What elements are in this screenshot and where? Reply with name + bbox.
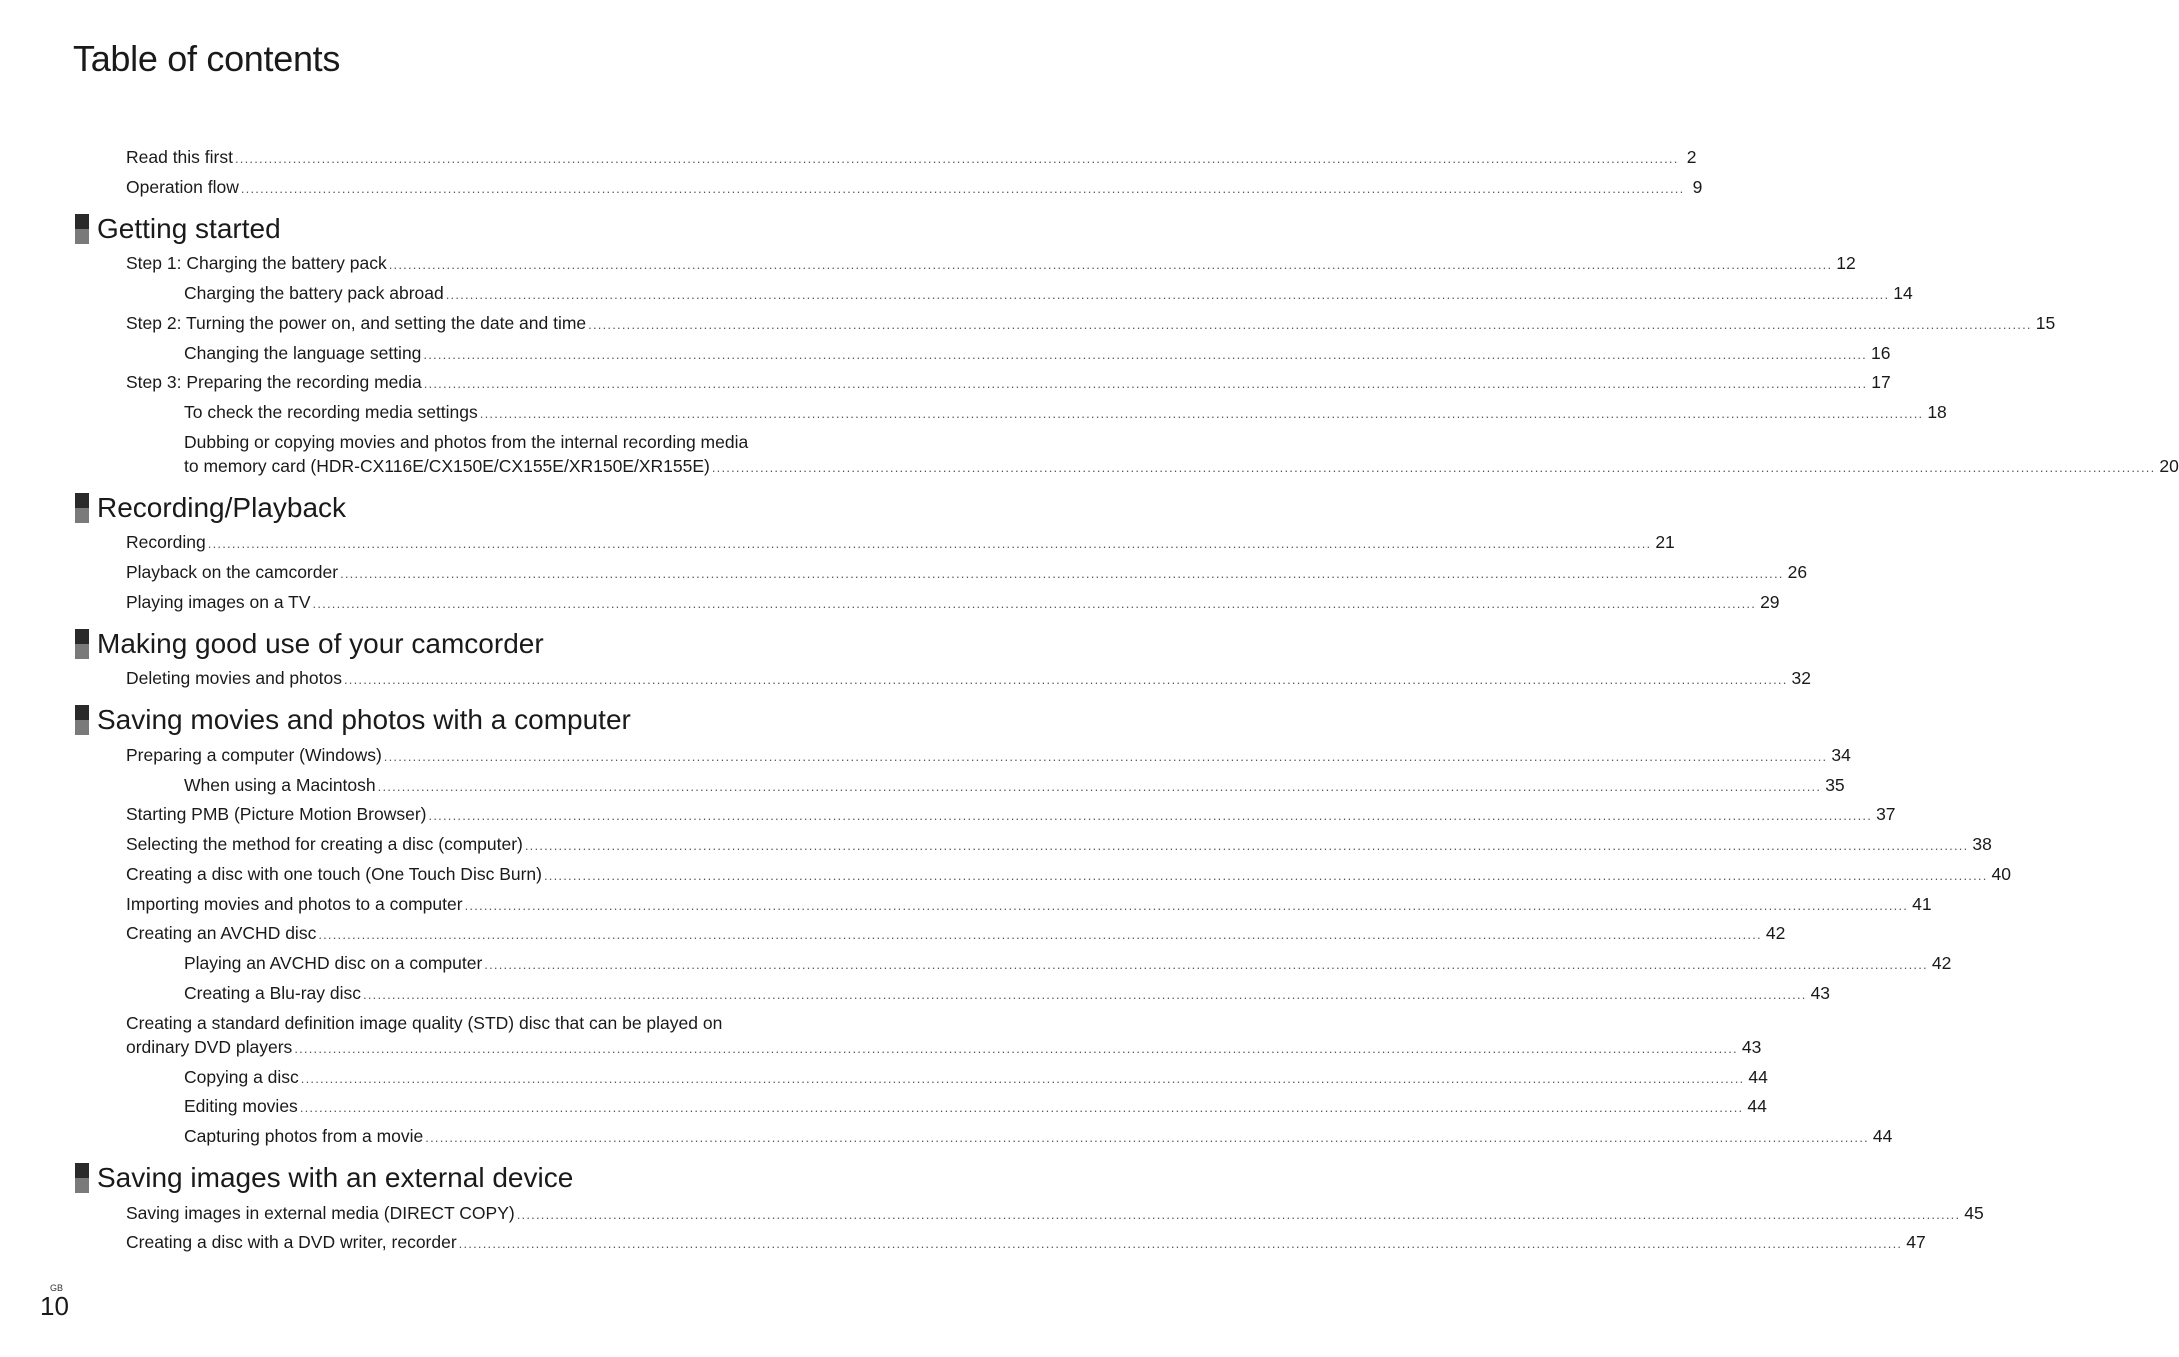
section-heading-saving-external <box>75 1162 573 1194</box>
section-heading-text: Getting started <box>97 213 281 244</box>
toc-entry-label: Step 1: Charging the battery pack <box>126 253 387 273</box>
toc-entry[interactable] <box>126 251 1856 275</box>
leader-dots: ............................................................................................................................................................................................................................................................................................................ <box>240 181 1685 196</box>
toc-entry[interactable] <box>126 802 1896 826</box>
section-heading-saving-computer <box>75 704 631 736</box>
toc-entry-page: 45 <box>1964 1203 1984 1223</box>
toc-entry-label: Charging the battery pack abroad <box>184 283 444 303</box>
leader-dots: ............................................................................................................................................................................................................................................................................................................ <box>294 1041 1738 1056</box>
leader-dots: ............................................................................................................................................................................................................................................................................................................ <box>207 536 1652 551</box>
toc-entry-page: 9 <box>1692 177 1703 197</box>
toc-entry-label: Read this first <box>126 147 233 167</box>
toc-entry[interactable] <box>126 530 1675 554</box>
toc-entry[interactable] <box>126 832 1992 856</box>
toc-entry-label: ordinary DVD players <box>126 1037 293 1057</box>
toc-entry-label: Copying a disc <box>184 1067 299 1087</box>
toc-entry-label: Step 3: Preparing the recording media <box>126 372 422 392</box>
toc-entry-page: 42 <box>1765 923 1786 943</box>
toc-entry-label: Starting PMB (Picture Motion Browser) <box>126 804 427 824</box>
toc-entry-page: 18 <box>1927 402 1947 422</box>
toc-entry[interactable] <box>184 773 1845 797</box>
toc-entry-page: 43 <box>1810 983 1831 1003</box>
toc-entry-label: Operation flow <box>126 177 239 197</box>
section-heading-getting-started <box>75 213 281 245</box>
toc-entry-label: Playback on the camcorder <box>126 562 339 582</box>
toc-entry-label: Preparing a computer (Windows) <box>126 745 382 765</box>
toc-entry[interactable] <box>184 951 1952 975</box>
toc-entry-label: Capturing photos from a movie <box>184 1126 424 1146</box>
leader-dots: ............................................................................................................................................................................................................................................................................................................ <box>425 1130 1869 1145</box>
toc-entry[interactable] <box>126 311 2056 335</box>
section-marker-icon <box>75 214 89 244</box>
toc-entry[interactable] <box>184 981 1831 1005</box>
toc-entry-page: 17 <box>1871 372 1891 392</box>
section-marker-icon <box>75 629 89 659</box>
toc-entry[interactable] <box>126 1230 1926 1254</box>
section-heading-text: Recording/Playback <box>97 492 347 523</box>
leader-dots: ............................................................................................................................................................................................................................................................................................................ <box>445 287 1890 302</box>
leader-dots: ............................................................................................................................................................................................................................................................................................................ <box>544 868 1988 883</box>
toc-entry[interactable] <box>184 400 1947 424</box>
toc-entry-page: 26 <box>1787 562 1808 582</box>
toc-entry[interactable] <box>126 743 1851 767</box>
leader-dots: ............................................................................................................................................................................................................................................................................................................ <box>299 1100 1744 1115</box>
leader-dots: ............................................................................................................................................................................................................................................................................................................ <box>377 779 1822 794</box>
leader-dots: ............................................................................................................................................................................................................................................................................................................ <box>428 808 1873 823</box>
toc-entry[interactable] <box>126 1201 1984 1225</box>
toc-entry-page: 14 <box>1893 283 1913 303</box>
leader-dots: ............................................................................................................................................................................................................................................................................................................ <box>423 347 1867 362</box>
toc-entry-read-this-first[interactable] <box>126 145 1697 169</box>
toc-entry[interactable] <box>126 1035 1762 1059</box>
section-heading-text: Saving movies and photos with a computer <box>97 704 631 735</box>
toc-entry-label: Saving images in external media (DIRECT COPY) <box>126 1203 515 1223</box>
toc-entry-page: 2 <box>1686 147 1697 167</box>
toc-entry-label: To check the recording media settings <box>184 402 478 422</box>
toc-entry-label: When using a Macintosh <box>184 775 376 795</box>
toc-entry-label: to memory card (HDR-CX116E/CX150E/CX155E/XR150E/XR155E) <box>184 456 710 476</box>
leader-dots: ............................................................................................................................................................................................................................................................................................................ <box>383 749 1828 764</box>
toc-entry-label: Creating a disc with one touch (One Touch Disc Burn) <box>126 864 542 884</box>
toc-entry-page: 42 <box>1931 953 1952 973</box>
toc-entry-page: 41 <box>1912 894 1932 914</box>
toc-entry-label: Creating a Blu-ray disc <box>184 983 362 1003</box>
toc-entry-page: 32 <box>1791 668 1811 688</box>
page-title: Table of contents <box>73 38 341 79</box>
leader-dots: ............................................................................................................................................................................................................................................................................................................ <box>479 406 1924 421</box>
toc-entry-page: 12 <box>1836 253 1856 273</box>
leader-dots: ............................................................................................................................................................................................................................................................................................................ <box>423 376 1868 391</box>
section-marker-icon <box>75 493 89 523</box>
toc-entry[interactable] <box>184 1065 1768 1089</box>
leader-dots: ............................................................................................................................................................................................................................................................................................................ <box>588 317 2032 332</box>
toc-entry[interactable] <box>126 590 1780 614</box>
toc-entry-page: 44 <box>1872 1126 1893 1146</box>
toc-entry-label: Recording <box>126 532 206 552</box>
toc-entry-page: 29 <box>1760 592 1780 612</box>
toc-entry[interactable] <box>126 921 1786 945</box>
leader-dots: ............................................................................................................................................................................................................................................................................................................ <box>343 672 1788 687</box>
section-heading-text: Making good use of your camcorder <box>97 628 544 659</box>
toc-entry-label: Importing movies and photos to a computer <box>126 894 463 914</box>
toc-entry-page: 44 <box>1747 1096 1767 1116</box>
toc-entry[interactable] <box>126 862 2012 886</box>
section-heading-making-good-use <box>75 628 544 660</box>
toc-entry-label-line1[interactable]: Dubbing or copying movies and photos from the internal recording media <box>184 432 749 452</box>
toc-entry-label: Playing an AVCHD disc on a computer <box>184 953 483 973</box>
leader-dots: ............................................................................................................................................................................................................................................................................................................ <box>363 987 1807 1002</box>
leader-dots: ............................................................................................................................................................................................................................................................................................................ <box>234 151 1679 166</box>
toc-entry-label: Step 2: Turning the power on, and setting the date and time <box>126 313 587 333</box>
toc-entry-label: Deleting movies and photos <box>126 668 342 688</box>
section-heading-recording-playback <box>75 492 346 524</box>
toc-entry-label: Editing movies <box>184 1096 298 1116</box>
toc-entry-label: Creating an AVCHD disc <box>126 923 317 943</box>
leader-dots: ............................................................................................................................................................................................................................................................................................................ <box>516 1207 1961 1222</box>
toc-entry-page: 21 <box>1655 532 1675 552</box>
leader-dots: ............................................................................................................................................................................................................................................................................................................ <box>388 257 1833 272</box>
leader-dots: ............................................................................................................................................................................................................................................................................................................ <box>340 566 1784 581</box>
toc-entry-page: 40 <box>1991 864 2012 884</box>
toc-entry-label: Creating a disc with a DVD writer, recorder <box>126 1232 457 1252</box>
toc-entry-page: 47 <box>1906 1232 1926 1252</box>
toc-entry-label: Playing images on a TV <box>126 592 311 612</box>
toc-entry[interactable] <box>184 454 2179 478</box>
toc-entry-page: 20 <box>2159 456 2179 476</box>
toc-entry-label: Selecting the method for creating a disc (computer) <box>126 834 523 854</box>
toc-entry[interactable] <box>184 1094 1767 1118</box>
toc-entry-page: 15 <box>2035 313 2056 333</box>
leader-dots: ............................................................................................................................................................................................................................................................................................................ <box>484 957 1928 972</box>
leader-dots: ............................................................................................................................................................................................................................................................................................................ <box>458 1236 1903 1251</box>
toc-entry-label: Changing the language setting <box>184 343 422 363</box>
toc-entry-label-line1[interactable]: Creating a standard definition image quality (STD) disc that can be played on <box>126 1013 723 1033</box>
toc-entry-page: 38 <box>1972 834 1992 854</box>
toc-entry-page: 34 <box>1831 745 1851 765</box>
toc-entry[interactable] <box>126 666 1811 690</box>
toc-entry[interactable] <box>184 1124 1893 1148</box>
toc-entry[interactable] <box>126 370 1891 394</box>
section-heading-text: Saving images with an external device <box>97 1162 574 1193</box>
leader-dots: ............................................................................................................................................................................................................................................................................................................ <box>464 898 1909 913</box>
toc-entry[interactable] <box>184 341 1891 365</box>
toc-entry-page: 37 <box>1876 804 1896 824</box>
toc-entry-page: 44 <box>1748 1067 1768 1087</box>
region-code: GB <box>50 1283 64 1293</box>
page-number: 10 <box>40 1291 69 1321</box>
section-marker-icon <box>75 1163 89 1193</box>
leader-dots: ............................................................................................................................................................................................................................................................................................................ <box>524 838 1969 853</box>
toc-entry[interactable] <box>126 892 1932 916</box>
leader-dots: ............................................................................................................................................................................................................................................................................................................ <box>711 460 2156 475</box>
toc-entry[interactable] <box>126 560 1808 584</box>
toc-entry-page: 43 <box>1741 1037 1762 1057</box>
toc-entry-page: 35 <box>1825 775 1845 795</box>
section-marker-icon <box>75 705 89 735</box>
toc-entry-page: 16 <box>1870 343 1891 363</box>
leader-dots: ............................................................................................................................................................................................................................................................................................................ <box>312 596 1757 611</box>
leader-dots: ............................................................................................................................................................................................................................................................................................................ <box>318 927 1762 942</box>
toc-entry-operation-flow[interactable] <box>126 175 1703 199</box>
leader-dots: ............................................................................................................................................................................................................................................................................................................ <box>300 1071 1745 1086</box>
toc-entry[interactable] <box>184 281 1913 305</box>
